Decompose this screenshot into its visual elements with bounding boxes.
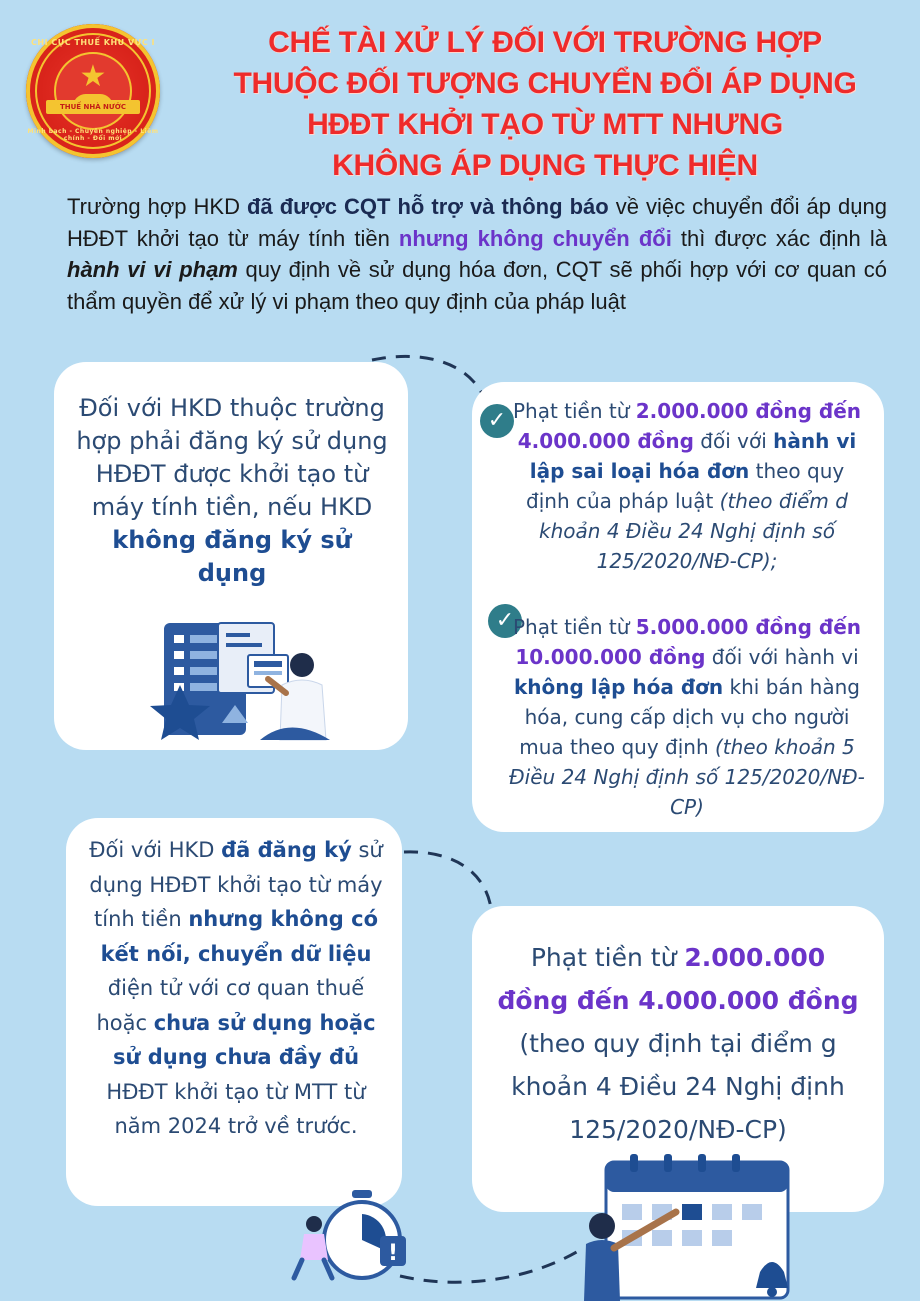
logo-top-text: CHI CỤC THUẾ KHU VỰC I	[31, 38, 155, 47]
logo-ribbon: THUẾ NHÀ NƯỚC	[46, 100, 140, 114]
svg-text:!: !	[387, 1241, 399, 1266]
case-2-bold: nhưng không có kết nối, chuyển dữ liệu	[100, 907, 378, 966]
penalty-1-reference: (theo điểm d khoản 4 Điều 24 Nghị định số 125/2020/NĐ-CP);	[539, 489, 848, 573]
penalty-1-body: đối với	[693, 429, 774, 453]
check-circle-icon: ✓	[488, 604, 522, 638]
case-1-bold: không đăng ký sử dụng	[112, 526, 352, 587]
penalty-2-reference: (theo khoản 5 Điều 24 Nghị định số 125/2020/NĐ-CP)	[509, 735, 865, 819]
penalty-2-violation: không lập hóa đơn	[514, 675, 724, 699]
penalty-3-body: Phạt tiền từ	[530, 943, 685, 972]
penalty-2-amount: 5.000.000 đồng đến 10.000.000 đồng	[515, 615, 862, 669]
title-line-2: THUỘC ĐỐI TƯỢNG CHUYỂN ĐỔI ÁP DỤNG	[233, 67, 857, 100]
intro-text: Trường hợp HKD	[67, 194, 248, 219]
penalty-1-body: Phạt tiền từ	[512, 399, 636, 423]
penalty-1-text	[506, 396, 868, 576]
check-circle-icon: ✓	[480, 404, 514, 438]
calendar-with-person-icon	[572, 1152, 812, 1301]
penalty-2-body: khi bán hàng hóa, cung cấp dịch vụ cho người mua theo quy định	[519, 675, 860, 759]
person-with-documents-icon	[140, 615, 340, 750]
penalty-3-reference: (theo quy định tại điểm g khoản 4 Điều 24 Nghị định 125/2020/NĐ-CP)	[511, 1029, 845, 1144]
star-icon: ★	[79, 59, 107, 94]
intro-bold: đã được CQT hỗ trợ và thông báo	[247, 194, 609, 219]
intro-text: về việc chuyển đổi áp dụng HĐĐT khởi tạo từ máy tính tiền	[67, 194, 887, 251]
case-2-text	[84, 833, 388, 1144]
case-2-bold: chưa sử dụng hoặc sử dụng chưa đầy đủ	[112, 1010, 376, 1069]
intro-text: thì được xác định là	[671, 225, 887, 251]
title-line-4: KHÔNG ÁP DỤNG THỰC HIỆN	[332, 149, 758, 182]
logo-bottom-text: Minh bạch - Chuyên nghiệp - Liêm chính - Đổi mới	[27, 128, 159, 142]
intro-paragraph	[67, 191, 887, 317]
penalty-1-amount: 2.000.000 đồng đến 4.000.000 đồng	[517, 399, 862, 453]
case-1-text	[74, 392, 390, 590]
penalty-3-text	[492, 936, 864, 1151]
title-line-3: HĐĐT KHỞI TẠO TỪ MTT NHƯNG	[307, 108, 783, 141]
intro-text: quy định về sử dụng hóa đơn, CQT sẽ phối hợp với cơ quan có thẩm quyền để xử lý vi phạm theo quy định của pháp luật	[67, 257, 887, 314]
case-2-body: điện tử với cơ quan thuế hoặc	[96, 976, 365, 1035]
intro-highlight: nhưng không chuyển đổi	[398, 225, 672, 251]
penalty-3-amount: 2.000.000 đồng đến 4.000.000 đồng	[497, 943, 859, 1015]
penalty-1-violation: hành vi lập sai loại hóa đơn	[529, 429, 857, 483]
case-2-body: sử dụng HĐĐT khởi tạo từ máy tính tiền	[89, 838, 383, 931]
tax-emblem-logo	[26, 24, 160, 158]
tax-emblem-icon	[56, 54, 130, 128]
penalty-1-body: theo quy định của pháp luật	[526, 459, 845, 513]
penalty-2-text	[506, 612, 868, 822]
page-title	[185, 22, 905, 186]
case-2-bold: đã đăng ký	[221, 838, 352, 862]
penalty-2-body: Phạt tiền từ	[512, 615, 636, 639]
person-with-clock-icon	[284, 1184, 434, 1284]
intro-violation: hành vi vi phạm	[67, 257, 238, 282]
case-2-body: Đối với HKD	[89, 838, 222, 862]
penalty-2-body: đối với hành vi	[705, 645, 859, 669]
case-1-body: Đối với HKD thuộc trường hợp phải đăng ký sử dụng HĐĐT được khởi tạo từ máy tính tiền, nếu HKD	[76, 394, 388, 521]
case-2-body: HĐĐT khởi tạo từ MTT từ năm 2024 trở về trước.	[106, 1079, 366, 1138]
title-line-1: CHẾ TÀI XỬ LÝ ĐỐI VỚI TRƯỜNG HỢP	[268, 26, 822, 59]
